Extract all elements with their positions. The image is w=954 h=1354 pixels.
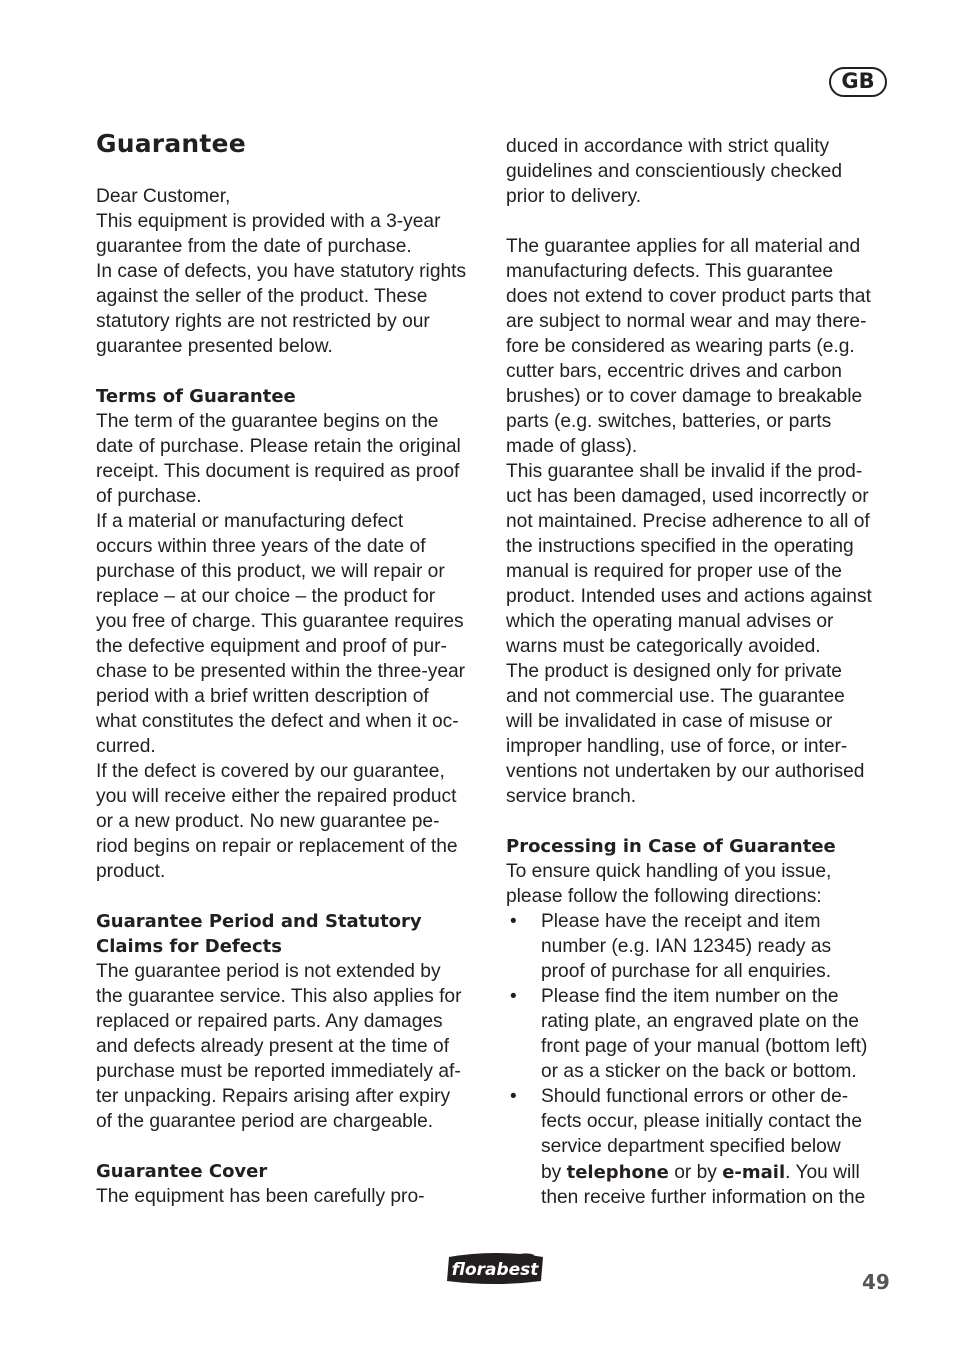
section-heading: Claims for Defects <box>96 936 282 957</box>
text-line: product. Intended uses and actions against <box>506 586 872 607</box>
text-line: occurs within three years of the date of <box>96 536 426 557</box>
text-line: fore be considered as wearing parts (e.g. <box>506 336 855 357</box>
text-line: replace – at our choice – the product for <box>96 586 436 607</box>
text-line: uct has been damaged, used incorrectly or <box>506 486 869 507</box>
text-line: of purchase. <box>96 486 202 507</box>
text-line: The term of the guarantee begins on the <box>96 411 439 432</box>
page-number: 49 <box>862 1270 890 1294</box>
text-line: cutter bars, eccentric drives and carbon <box>506 361 842 382</box>
text-line: riod begins on repair or replacement of the <box>96 836 458 857</box>
text-line: period with a brief written description of <box>96 686 429 707</box>
text-line: receipt. This document is required as proof <box>96 461 460 482</box>
text-line: against the seller of the product. These <box>96 286 428 307</box>
text-line: not maintained. Precise adherence to all of <box>506 511 870 532</box>
text-line: service branch. <box>506 786 637 807</box>
text-line: does not extend to cover product parts that <box>506 286 871 307</box>
text-line: The product is designed only for private <box>506 661 842 682</box>
text-line: please follow the following directions: <box>506 886 822 907</box>
text-line: of the guarantee period are chargeable. <box>96 1111 434 1132</box>
bullet-line: fects occur, please initially contact the <box>541 1111 863 1132</box>
text-line: will be invalidated in case of misuse or <box>506 711 833 732</box>
section-heading: Terms of Guarantee <box>96 386 296 407</box>
text-line: the guarantee service. This also applies for <box>96 986 462 1007</box>
text-line: If the defect is covered by our guarantee, <box>96 761 445 782</box>
bullet-line: proof of purchase for all enquiries. <box>541 961 832 982</box>
section-heading: Guarantee Cover <box>96 1161 268 1182</box>
bullet-line: service department specified below <box>541 1136 841 1157</box>
text-line: guarantee presented below. <box>96 336 333 357</box>
bullet-tail-line: by telephone or by e-mail. You will <box>541 1162 860 1183</box>
text-line: This guarantee shall be invalid if the prod- <box>506 461 863 482</box>
text-line: you free of charge. This guarantee requires <box>96 611 464 632</box>
telephone-label: telephone <box>566 1162 669 1183</box>
section-heading: Processing in Case of Guarantee <box>506 836 836 857</box>
text-line: Dear Customer, <box>96 186 231 207</box>
text-line: which the operating manual advises or <box>506 611 834 632</box>
text-line: product. <box>96 861 166 882</box>
text-line: made of glass). <box>506 436 638 457</box>
text-line: prior to delivery. <box>506 186 642 207</box>
text-line: To ensure quick handling of you issue, <box>506 861 832 882</box>
section-heading: Guarantee Period and Statutory <box>96 911 422 932</box>
text-line: purchase must be reported immediately af- <box>96 1061 461 1082</box>
text-line: you will receive either the repaired product <box>96 786 457 807</box>
language-badge: GB <box>829 67 887 97</box>
bullet-line: Should functional errors or other de- <box>541 1086 849 1107</box>
bullet-line: Please have the receipt and item <box>541 911 821 932</box>
text-line: manual is required for proper use of the <box>506 561 842 582</box>
email-label: e-mail <box>722 1162 786 1183</box>
bullet-line: or as a sticker on the back or bottom. <box>541 1061 857 1082</box>
text-line: guidelines and conscientiously checked <box>506 161 842 182</box>
text-line: improper handling, use of force, or inter- <box>506 736 848 757</box>
text-line: guarantee from the date of purchase. <box>96 236 412 257</box>
bullet-tail-last: then receive further information on the <box>541 1187 866 1208</box>
bullet-dot: • <box>510 986 517 1007</box>
text-line: ventions not undertaken by our authorised <box>506 761 865 782</box>
text-line: statutory rights are not restricted by our <box>96 311 430 332</box>
bullet-line: Please find the item number on the <box>541 986 839 1007</box>
bullet-line: rating plate, an engraved plate on the <box>541 1011 859 1032</box>
text-line: date of purchase. Please retain the original <box>96 436 461 457</box>
text-line: warns must be categorically avoided. <box>506 636 821 657</box>
text-line: what constitutes the defect and when it oc- <box>96 711 459 732</box>
text-line: or a new product. No new guarantee pe- <box>96 811 440 832</box>
text-line: purchase of this product, we will repair or <box>96 561 445 582</box>
text-line: manufacturing defects. This guarantee <box>506 261 834 282</box>
text-line: chase to be presented within the three-year <box>96 661 466 682</box>
text-line: The guarantee applies for all material and <box>506 236 861 257</box>
text-line: parts (e.g. switches, batteries, or parts <box>506 411 832 432</box>
text-line: duced in accordance with strict quality <box>506 136 830 157</box>
bullet-line: number (e.g. IAN 12345) ready as <box>541 936 832 957</box>
text-line: and not commercial use. The guarantee <box>506 686 845 707</box>
text-line: are subject to normal wear and may there- <box>506 311 867 332</box>
text-line: the defective equipment and proof of pur- <box>96 636 447 657</box>
text-line: and defects already present at the time of <box>96 1036 450 1057</box>
text-line: This equipment is provided with a 3-year <box>96 211 441 232</box>
text-line: If a material or manufacturing defect <box>96 511 404 532</box>
bullet-dot: • <box>510 911 517 932</box>
text-line: In case of defects, you have statutory rights <box>96 261 467 282</box>
text-line: The equipment has been carefully pro- <box>96 1186 425 1207</box>
text-line: The guarantee period is not extended by <box>96 961 441 982</box>
page-title: Guarantee <box>96 129 246 158</box>
text-line: brushes) or to cover damage to breakable <box>506 386 863 407</box>
text-line: ter unpacking. Repairs arising after expiry <box>96 1086 451 1107</box>
text-line: curred. <box>96 736 156 757</box>
text-line: replaced or repaired parts. Any damages <box>96 1011 443 1032</box>
bullet-line: front page of your manual (bottom left) <box>541 1036 868 1057</box>
bullet-dot: • <box>510 1086 517 1107</box>
logo-text: florabest <box>451 1260 539 1280</box>
text-line: the instructions specified in the operating <box>506 536 854 557</box>
florabest-logo <box>443 1251 547 1285</box>
